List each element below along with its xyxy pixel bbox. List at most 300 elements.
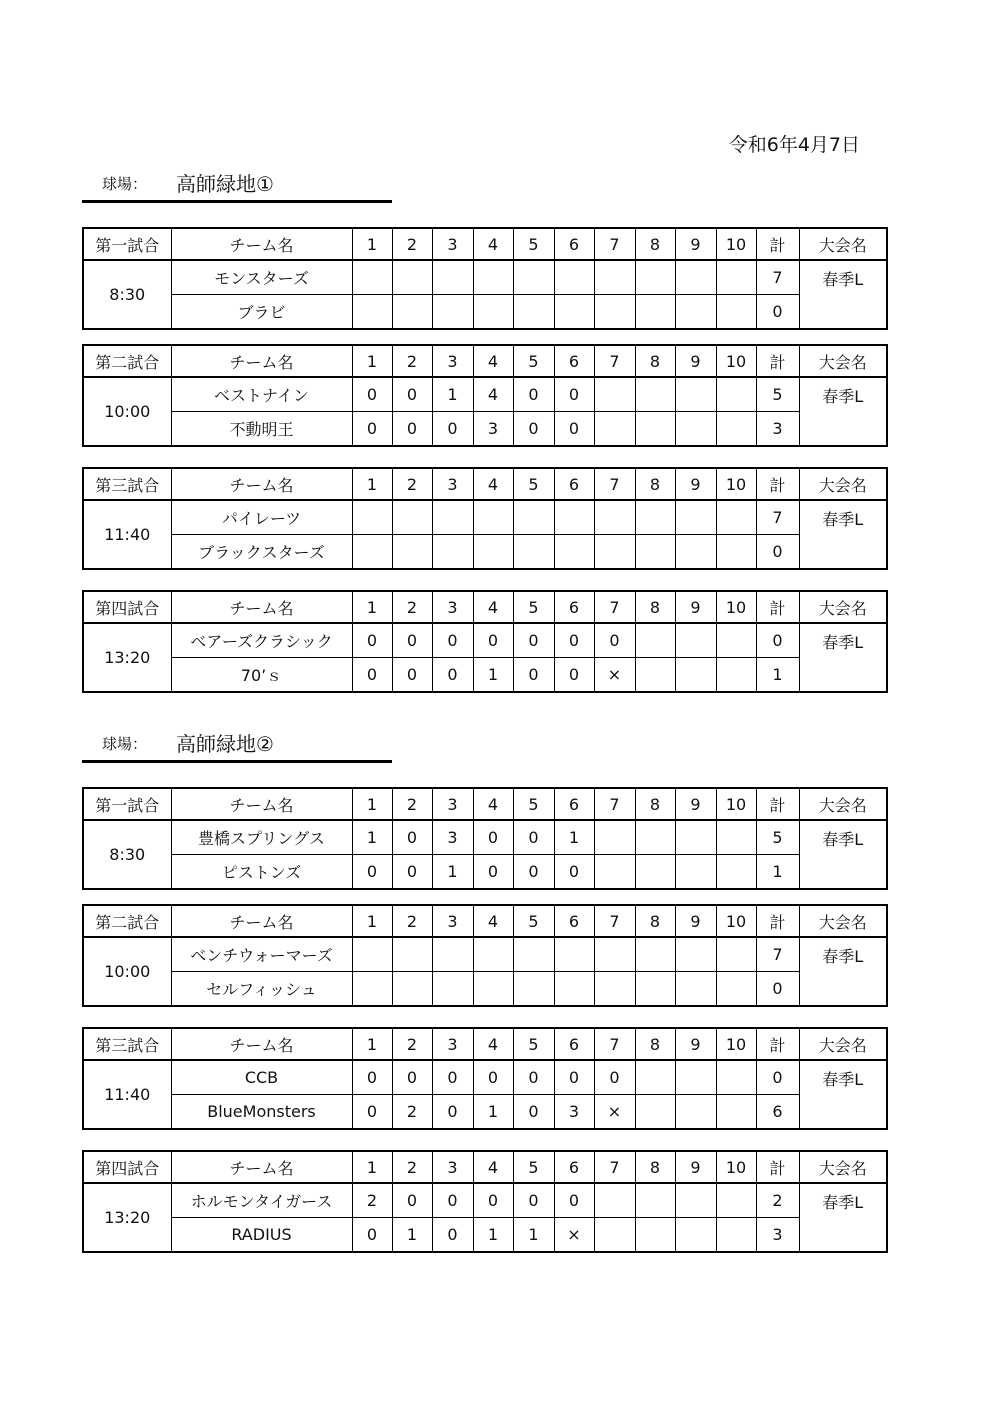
inning-header: 2 (392, 345, 432, 377)
team-total: 0 (756, 623, 799, 658)
team-row (83, 500, 887, 535)
inning-score: 0 (352, 377, 392, 412)
inning-header: 8 (635, 591, 675, 623)
inning-score (594, 1183, 635, 1218)
inning-header: 9 (675, 1151, 716, 1183)
inning-header: 3 (432, 228, 473, 260)
inning-score: 1 (473, 658, 513, 693)
inning-header: 2 (392, 1151, 432, 1183)
inning-score (554, 260, 594, 295)
inning-header: 7 (594, 468, 635, 500)
inning-score: 3 (473, 412, 513, 447)
inning-score (594, 972, 635, 1007)
inning-header: 6 (554, 591, 594, 623)
inning-header: 6 (554, 905, 594, 937)
league-header: 大会名 (799, 1151, 887, 1183)
inning-header: 3 (432, 1028, 473, 1060)
inning-score: 0 (432, 623, 473, 658)
game-score-table (82, 1150, 888, 1253)
league-header: 大会名 (799, 228, 887, 260)
inning-score (352, 937, 392, 972)
game-label: 第二試合 (83, 345, 171, 377)
inning-header: 1 (352, 468, 392, 500)
team-header: チーム名 (171, 788, 352, 820)
total-header: 計 (756, 905, 799, 937)
team-name: ベストナイン (171, 377, 352, 412)
team-name: 不動明王 (171, 412, 352, 447)
inning-header: 8 (635, 1151, 675, 1183)
inning-header: 5 (513, 591, 554, 623)
league-header: 大会名 (799, 345, 887, 377)
game-label: 第一試合 (83, 788, 171, 820)
inning-score (392, 937, 432, 972)
inning-header: 4 (473, 788, 513, 820)
inning-score (675, 972, 716, 1007)
game-score-table (82, 344, 888, 447)
inning-header: 6 (554, 468, 594, 500)
game-time: 8:30 (83, 260, 171, 329)
document-date: 令和6年4月7日 (728, 134, 860, 156)
game-time: 8:30 (83, 820, 171, 889)
inning-header: 5 (513, 345, 554, 377)
game-score-table (82, 787, 888, 890)
inning-score (716, 1218, 756, 1253)
inning-score (635, 295, 675, 330)
inning-header: 10 (716, 345, 756, 377)
inning-header: 5 (513, 1151, 554, 1183)
league-name: 春季L (799, 377, 887, 446)
game-label: 第四試合 (83, 591, 171, 623)
inning-score (675, 377, 716, 412)
league-name: 春季L (799, 937, 887, 1006)
inning-score: 0 (513, 855, 554, 890)
inning-score: 0 (392, 412, 432, 447)
venue-label: 球場： (102, 735, 148, 753)
table-header-row (83, 1028, 887, 1060)
inning-score: 1 (352, 820, 392, 855)
team-total: 2 (756, 1183, 799, 1218)
inning-score (675, 260, 716, 295)
team-header: チーム名 (171, 468, 352, 500)
team-total: 7 (756, 937, 799, 972)
inning-score (716, 855, 756, 890)
inning-score (554, 972, 594, 1007)
inning-score: 0 (432, 1060, 473, 1095)
team-header: チーム名 (171, 228, 352, 260)
team-row (83, 1183, 887, 1218)
inning-score (716, 412, 756, 447)
inning-header: 7 (594, 1028, 635, 1060)
inning-score (635, 260, 675, 295)
league-header: 大会名 (799, 788, 887, 820)
inning-header: 9 (675, 788, 716, 820)
team-name: 70’ｓ (171, 658, 352, 693)
team-total: 7 (756, 260, 799, 295)
inning-header: 1 (352, 788, 392, 820)
inning-score: 0 (554, 855, 594, 890)
inning-header: 8 (635, 468, 675, 500)
inning-score: 4 (473, 377, 513, 412)
inning-score: 0 (594, 1060, 635, 1095)
inning-header: 7 (594, 905, 635, 937)
team-row (83, 412, 887, 447)
inning-header: 5 (513, 788, 554, 820)
inning-score (716, 937, 756, 972)
inning-header: 10 (716, 788, 756, 820)
team-header: チーム名 (171, 1028, 352, 1060)
inning-score (716, 623, 756, 658)
game-label: 第三試合 (83, 468, 171, 500)
inning-score (594, 260, 635, 295)
game-score-table (82, 1027, 888, 1130)
inning-score (594, 377, 635, 412)
inning-header: 3 (432, 345, 473, 377)
team-total: 3 (756, 412, 799, 447)
inning-score (716, 500, 756, 535)
inning-score (716, 1060, 756, 1095)
inning-score (513, 937, 554, 972)
venue-header (82, 728, 392, 763)
team-header: チーム名 (171, 905, 352, 937)
inning-score (594, 500, 635, 535)
inning-header: 6 (554, 1028, 594, 1060)
inning-score: 0 (513, 412, 554, 447)
inning-score (675, 535, 716, 570)
inning-score (675, 1095, 716, 1130)
inning-score: 0 (513, 377, 554, 412)
total-header: 計 (756, 591, 799, 623)
inning-header: 2 (392, 788, 432, 820)
inning-score: 1 (513, 1218, 554, 1253)
team-row (83, 1095, 887, 1130)
inning-header: 5 (513, 905, 554, 937)
inning-score (513, 535, 554, 570)
game-label: 第一試合 (83, 228, 171, 260)
game-score-table (82, 227, 888, 330)
team-name: セルフィッシュ (171, 972, 352, 1007)
inning-score (716, 1183, 756, 1218)
inning-header: 2 (392, 905, 432, 937)
game-score-table (82, 590, 888, 693)
inning-score: 2 (392, 1095, 432, 1130)
inning-score (716, 1095, 756, 1130)
inning-header: 2 (392, 228, 432, 260)
team-total: 5 (756, 377, 799, 412)
league-name: 春季L (799, 260, 887, 329)
inning-score (432, 500, 473, 535)
table-header-row (83, 905, 887, 937)
venue-name: 高師緑地① (176, 172, 274, 196)
inning-score (594, 855, 635, 890)
inning-header: 5 (513, 1028, 554, 1060)
inning-score (392, 500, 432, 535)
inning-header: 4 (473, 591, 513, 623)
inning-score (594, 412, 635, 447)
inning-header: 1 (352, 345, 392, 377)
team-total: 1 (756, 658, 799, 693)
team-name: ホルモンタイガース (171, 1183, 352, 1218)
inning-score (635, 855, 675, 890)
inning-score: 0 (432, 412, 473, 447)
inning-score (554, 500, 594, 535)
inning-score (432, 295, 473, 330)
inning-header: 7 (594, 591, 635, 623)
inning-score (716, 820, 756, 855)
inning-header: 4 (473, 1028, 513, 1060)
inning-header: 2 (392, 1028, 432, 1060)
inning-header: 6 (554, 345, 594, 377)
league-header: 大会名 (799, 905, 887, 937)
inning-score (352, 972, 392, 1007)
team-total: 7 (756, 500, 799, 535)
inning-score (675, 623, 716, 658)
inning-score: 0 (473, 1183, 513, 1218)
inning-score (635, 1060, 675, 1095)
inning-header: 1 (352, 591, 392, 623)
total-header: 計 (756, 1151, 799, 1183)
inning-score: × (554, 1218, 594, 1253)
team-name: モンスターズ (171, 260, 352, 295)
inning-score (392, 260, 432, 295)
inning-score (473, 937, 513, 972)
game-label: 第三試合 (83, 1028, 171, 1060)
inning-score (513, 500, 554, 535)
inning-score: 0 (392, 623, 432, 658)
team-row (83, 1218, 887, 1253)
inning-score: 0 (554, 377, 594, 412)
inning-header: 4 (473, 905, 513, 937)
team-row (83, 377, 887, 412)
inning-score (675, 1218, 716, 1253)
inning-score: 0 (432, 1218, 473, 1253)
team-name: 豊橋スプリングス (171, 820, 352, 855)
inning-score: 0 (392, 1060, 432, 1095)
league-header: 大会名 (799, 591, 887, 623)
inning-score: 0 (352, 855, 392, 890)
inning-header: 10 (716, 468, 756, 500)
inning-header: 8 (635, 345, 675, 377)
team-row (83, 937, 887, 972)
inning-score (554, 937, 594, 972)
inning-header: 9 (675, 1028, 716, 1060)
inning-score (352, 260, 392, 295)
league-name: 春季L (799, 623, 887, 692)
team-row (83, 855, 887, 890)
inning-header: 3 (432, 788, 473, 820)
inning-score (392, 295, 432, 330)
inning-score (635, 535, 675, 570)
inning-score: 1 (473, 1095, 513, 1130)
inning-score (716, 658, 756, 693)
team-name: RADIUS (171, 1218, 352, 1253)
team-name: ベンチウォーマーズ (171, 937, 352, 972)
team-name: ピストンズ (171, 855, 352, 890)
team-name: ベアーズクラシック (171, 623, 352, 658)
team-total: 0 (756, 535, 799, 570)
inning-score (513, 260, 554, 295)
inning-header: 9 (675, 468, 716, 500)
inning-header: 4 (473, 1151, 513, 1183)
inning-score (675, 1060, 716, 1095)
inning-header: 3 (432, 591, 473, 623)
inning-header: 10 (716, 1151, 756, 1183)
inning-score (473, 500, 513, 535)
team-name: BlueMonsters (171, 1095, 352, 1130)
total-header: 計 (756, 345, 799, 377)
inning-header: 6 (554, 1151, 594, 1183)
team-name: パイレーツ (171, 500, 352, 535)
inning-score (392, 972, 432, 1007)
inning-header: 7 (594, 345, 635, 377)
league-header: 大会名 (799, 1028, 887, 1060)
inning-score (635, 1218, 675, 1253)
inning-header: 1 (352, 905, 392, 937)
inning-score: 0 (352, 658, 392, 693)
game-label: 第四試合 (83, 1151, 171, 1183)
inning-score (716, 260, 756, 295)
inning-score: 0 (554, 1060, 594, 1095)
inning-score: 2 (352, 1183, 392, 1218)
team-total: 0 (756, 1060, 799, 1095)
inning-score (635, 623, 675, 658)
venue-name: 高師緑地② (176, 732, 274, 756)
inning-header: 7 (594, 788, 635, 820)
inning-score: 0 (513, 1095, 554, 1130)
league-name: 春季L (799, 1060, 887, 1129)
inning-score (675, 295, 716, 330)
inning-header: 9 (675, 345, 716, 377)
team-total: 1 (756, 855, 799, 890)
team-total: 0 (756, 295, 799, 330)
inning-score (675, 658, 716, 693)
inning-score: 0 (473, 855, 513, 890)
inning-score: 0 (513, 1183, 554, 1218)
game-time: 10:00 (83, 937, 171, 1006)
inning-score: 0 (392, 820, 432, 855)
game-time: 11:40 (83, 1060, 171, 1129)
team-total: 3 (756, 1218, 799, 1253)
inning-score (635, 412, 675, 447)
team-row (83, 658, 887, 693)
inning-header: 5 (513, 468, 554, 500)
inning-score (675, 855, 716, 890)
league-name: 春季L (799, 1183, 887, 1252)
inning-score (473, 260, 513, 295)
inning-score (716, 295, 756, 330)
inning-score (594, 937, 635, 972)
inning-score: × (594, 1095, 635, 1130)
team-header: チーム名 (171, 345, 352, 377)
inning-score (675, 937, 716, 972)
inning-header: 10 (716, 228, 756, 260)
inning-score (675, 412, 716, 447)
inning-score (635, 1183, 675, 1218)
total-header: 計 (756, 228, 799, 260)
inning-score (635, 937, 675, 972)
team-row (83, 972, 887, 1007)
inning-score (392, 535, 432, 570)
team-total: 6 (756, 1095, 799, 1130)
inning-score (352, 500, 392, 535)
inning-header: 3 (432, 1151, 473, 1183)
game-time: 13:20 (83, 1183, 171, 1252)
inning-score (513, 295, 554, 330)
team-total: 5 (756, 820, 799, 855)
inning-score (594, 295, 635, 330)
inning-score (716, 535, 756, 570)
inning-score (594, 820, 635, 855)
inning-header: 6 (554, 228, 594, 260)
inning-header: 7 (594, 1151, 635, 1183)
inning-score: 0 (352, 623, 392, 658)
inning-header: 2 (392, 591, 432, 623)
team-name: ブラビ (171, 295, 352, 330)
inning-score (513, 972, 554, 1007)
inning-header: 9 (675, 905, 716, 937)
table-header-row (83, 1151, 887, 1183)
inning-score: × (594, 658, 635, 693)
inning-header: 1 (352, 228, 392, 260)
inning-score (716, 377, 756, 412)
inning-score: 0 (554, 412, 594, 447)
inning-score (352, 535, 392, 570)
inning-header: 2 (392, 468, 432, 500)
team-name: CCB (171, 1060, 352, 1095)
inning-score (675, 500, 716, 535)
total-header: 計 (756, 1028, 799, 1060)
total-header: 計 (756, 468, 799, 500)
inning-score (635, 1095, 675, 1130)
team-total: 0 (756, 972, 799, 1007)
inning-score (635, 377, 675, 412)
inning-header: 3 (432, 468, 473, 500)
inning-score (473, 972, 513, 1007)
inning-score: 0 (432, 1095, 473, 1130)
inning-score: 1 (432, 377, 473, 412)
team-row (83, 260, 887, 295)
inning-header: 7 (594, 228, 635, 260)
inning-score: 1 (432, 855, 473, 890)
inning-score (432, 535, 473, 570)
team-header: チーム名 (171, 1151, 352, 1183)
inning-score: 0 (594, 623, 635, 658)
team-header: チーム名 (171, 591, 352, 623)
inning-score (675, 820, 716, 855)
inning-header: 8 (635, 228, 675, 260)
inning-header: 9 (675, 591, 716, 623)
table-header-row (83, 345, 887, 377)
inning-score: 1 (473, 1218, 513, 1253)
inning-score (432, 972, 473, 1007)
total-header: 計 (756, 788, 799, 820)
inning-score (635, 972, 675, 1007)
league-name: 春季L (799, 500, 887, 569)
inning-score (635, 820, 675, 855)
game-time: 10:00 (83, 377, 171, 446)
inning-header: 1 (352, 1028, 392, 1060)
inning-header: 8 (635, 1028, 675, 1060)
inning-score: 0 (392, 377, 432, 412)
game-score-table (82, 904, 888, 1007)
inning-score (635, 658, 675, 693)
inning-score: 0 (513, 658, 554, 693)
inning-score (432, 260, 473, 295)
inning-score: 0 (432, 1183, 473, 1218)
inning-header: 4 (473, 468, 513, 500)
inning-header: 4 (473, 228, 513, 260)
table-header-row (83, 468, 887, 500)
inning-score: 0 (352, 1218, 392, 1253)
